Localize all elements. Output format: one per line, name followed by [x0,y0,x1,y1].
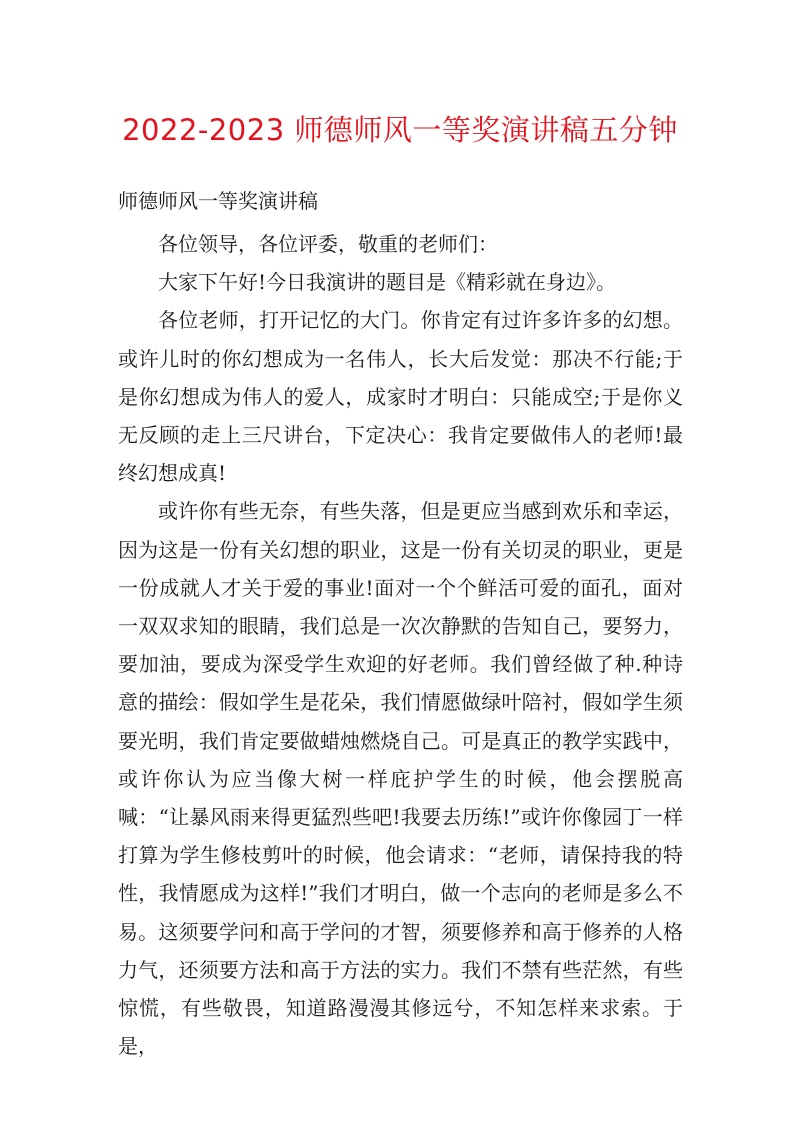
document-body [118,225,683,1065]
paragraph-topic: 大家下午好!今日我演讲的题目是《精彩就在身边》。 [158,270,617,295]
paragraph-memory: 各位老师，打开记忆的大门。你肯定有过许多许多的幻想。或许儿时的你幻想成为一名伟人，长大后发觉：那决不行能;于是你幻想成为伟人的爱人，成家时才明白：只能成空;于是你义无反顾的走上三尺讲台，下定决心：我肯定要做伟人的老师!最终幻想成真! [118,308,683,486]
document-subtitle: 师德师风一等奖演讲稿 [118,189,318,213]
document-title: 2022-2023 师德师风一等奖演讲稿五分钟 [122,113,678,147]
paragraph-greeting: 各位领导，各位评委，敬重的老师们： [158,232,498,256]
paragraph-career: 或许你有些无奈，有些失落，但是更应当感到欢乐和幸运，因为这是一份有关幻想的职业，这是一份有关切灵的职业，更是一份成就人才关于爱的事业!面对一个个鲜活可爱的面孔，面对一双双求知的眼睛，我们总是一次次静默的告知自己，要努力，要加油，要成为深受学生欢迎的好老师。我们曾经做了种.种诗意的描绘：假如学生是花朵，我们情愿做绿叶陪衬，假如学生须要光明，我们肯定要做蜡烛燃烧自己。可是真正的教学实践中，或许你认为应当像大树一样庇护学生的时候，他会摆脱高喊：“让暴风雨来得更猛烈些吧!我要去历练!”或许你像园丁一样打算为学生修枝剪叶的时候，他会请求：“老师，请保持我的特性，我情愿成为这样!”我们才明白，做一个志向的老师是多么不易。这须要学问和高于学问的才智，须要修养和高于修养的人格力气，还须要方法和高于方法的实力。我们不禁有些茫然，有些惊慌，有些敬畏，知道路漫漫其修远兮，不知怎样来求索。于是， [118,499,683,1059]
